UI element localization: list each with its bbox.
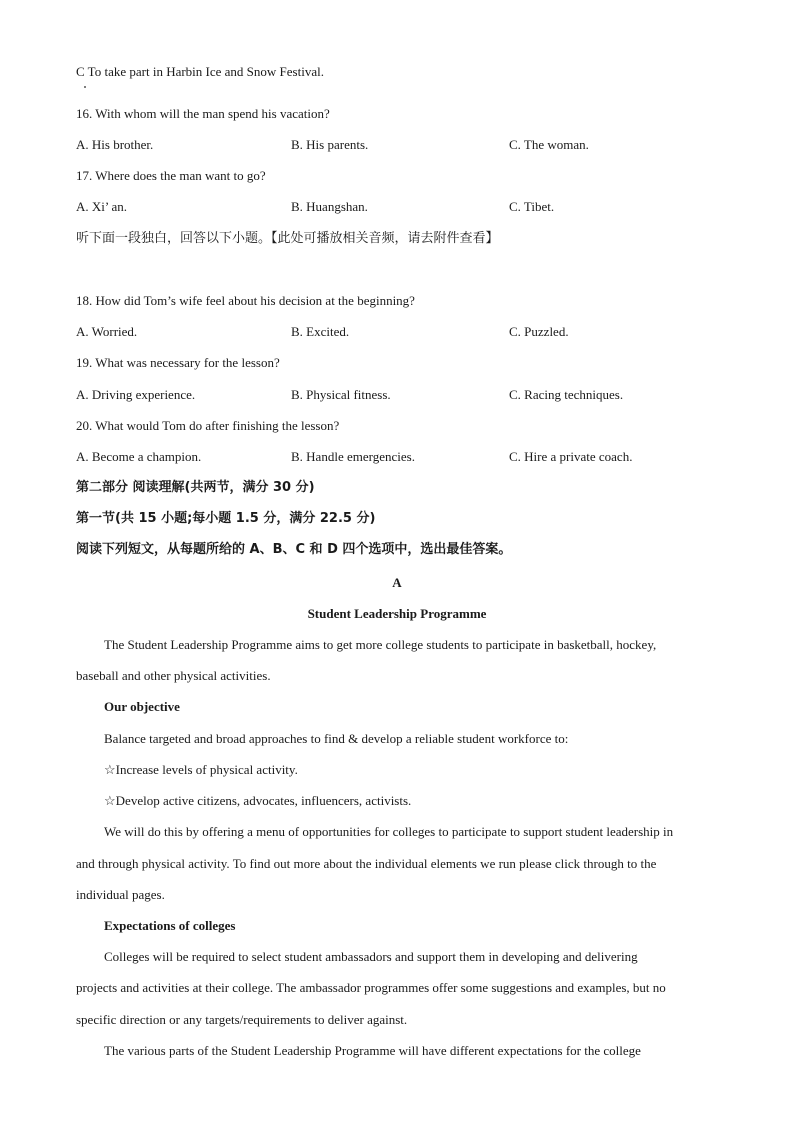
passage-line: Colleges will be required to select student ambassadors and support them in developing and delivering <box>104 949 638 964</box>
q16-question: 16. With whom will the man spend his vacation? <box>76 106 330 121</box>
q17-option-a: A. Xi’ an. <box>76 199 128 214</box>
reading-instruction: 阅读下列短文，从每题所给的 A、B、C 和 D 四个选项中，选出最佳答案。 <box>76 542 512 557</box>
q18-option-a: A. Worried. <box>76 324 138 339</box>
q20-question: 20. What would Tom do after finishing the lesson? <box>76 418 340 433</box>
q19-option-c: C. Racing techniques. <box>509 387 624 402</box>
q20-option-b: B. Handle emergencies. <box>291 449 415 464</box>
q16-option-c: C. The woman. <box>509 137 589 152</box>
passage-line: and through physical activity. To find out more about the individual elements we run please click through to the <box>76 856 657 871</box>
stray-dot-mark <box>84 86 86 88</box>
part-heading: 第二部分 阅读理解(共两节，满分 30 分) <box>76 480 315 495</box>
q16-option-a: A. His brother. <box>76 137 154 152</box>
q17-option-c: C. Tibet. <box>509 199 555 214</box>
passage-title: Student Leadership Programme <box>307 606 487 621</box>
q15-option-c: C To take part in Harbin Ice and Snow Festival. <box>76 64 324 79</box>
passage-line: specific direction or any targets/requirements to deliver against. <box>76 1012 408 1027</box>
passage-line: individual pages. <box>76 887 165 902</box>
q17-question: 17. Where does the man want to go? <box>76 168 266 183</box>
passage-line: The Student Leadership Programme aims to get more college students to participate in basketball, hockey, <box>104 637 657 652</box>
q19-option-b: B. Physical fitness. <box>291 387 391 402</box>
q18-option-b: B. Excited. <box>291 324 350 339</box>
q18-question: 18. How did Tom’s wife feel about his decision at the beginning? <box>76 293 415 308</box>
passage-line: baseball and other physical activities. <box>76 668 271 683</box>
subheading-objective: Our objective <box>104 699 180 714</box>
bullet-item: ☆Increase levels of physical activity. <box>104 762 298 777</box>
q16-option-b: B. His parents. <box>291 137 369 152</box>
section-heading: 第一节(共 15 小题;每小题 1.5 分，满分 22.5 分) <box>76 511 376 526</box>
passage-line: We will do this by offering a menu of opportunities for colleges to participate to support student leadership in <box>104 824 674 839</box>
q20-option-a: A. Become a champion. <box>76 449 202 464</box>
q17-option-b: B. Huangshan. <box>291 199 368 214</box>
bullet-item: ☆Develop active citizens, advocates, influencers, activists. <box>104 793 412 808</box>
passage-letter: A <box>392 575 402 590</box>
q19-option-a: A. Driving experience. <box>76 387 196 402</box>
q18-option-c: C. Puzzled. <box>509 324 569 339</box>
q19-question: 19. What was necessary for the lesson? <box>76 355 280 370</box>
subheading-expectations: Expectations of colleges <box>104 918 236 933</box>
passage-line: Balance targeted and broad approaches to find & develop a reliable student workforce to: <box>104 731 569 746</box>
passage-line: The various parts of the Student Leadership Programme will have different expectations for the college <box>104 1043 641 1058</box>
listening-instruction: 听下面一段独白，回答以下小题。【此处可播放相关音频，请去附件查看】 <box>76 231 499 246</box>
passage-line: projects and activities at their college. The ambassador programmes offer some suggestions and examples, but no <box>76 980 666 995</box>
q20-option-c: C. Hire a private coach. <box>509 449 633 464</box>
